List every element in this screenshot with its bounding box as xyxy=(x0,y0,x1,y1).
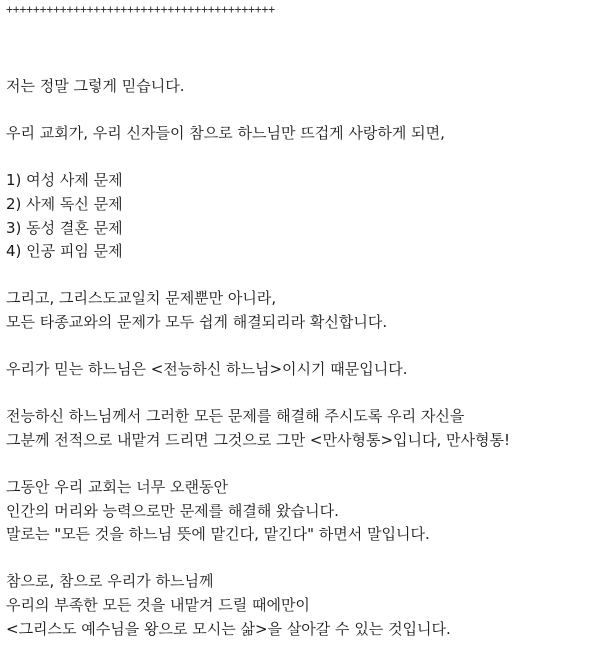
past-line-2: 인간의 머리와 능력으로만 문제를 해결해 왔습니다. xyxy=(6,501,339,520)
conclusion-line-3: <그리스도 예수님을 왕으로 모시는 삶>을 살아갈 수 있는 것입니다. xyxy=(6,619,451,638)
plus-sign-divider: ++++++++++++++++++++++++++++++++++++++++ xyxy=(6,2,275,16)
unity-line-2: 모든 타종교와의 문제가 모두 쉽게 해결되리라 확신합니다. xyxy=(6,312,388,331)
conclusion-line-2: 우리의 부족한 모든 것을 내맡겨 드릴 때에만이 xyxy=(6,596,310,615)
condition-line: 우리 교회가, 우리 신자들이 참으로 하느님만 뜨겁게 사랑하게 되면, xyxy=(6,124,445,143)
paragraph-gap xyxy=(6,453,594,477)
paragraph-gap xyxy=(6,382,594,406)
document-body xyxy=(6,75,594,641)
conclusion-line-1: 참으로, 참으로 우리가 하느님께 xyxy=(6,572,214,591)
issue-item-3: 3) 동성 결혼 문제 xyxy=(6,218,123,237)
almighty-god-line: 우리가 믿는 하느님은 <전능하신 하느님>이시기 때문입니다. xyxy=(6,360,408,379)
past-line-1: 그동안 우리 교회는 너무 오랜동안 xyxy=(6,478,228,497)
entrust-line-2: 그분께 전적으로 내맡겨 드리면 그것으로 그만 <만사형통>입니다, 만사형통! xyxy=(6,430,510,449)
issue-item-1: 1) 여성 사제 문제 xyxy=(6,171,123,190)
unity-line-1: 그리고, 그리스도교일치 문제뿐만 아니라, xyxy=(6,289,277,308)
paragraph-gap xyxy=(6,335,594,359)
paragraph-gap xyxy=(6,99,594,123)
paragraph-gap xyxy=(6,264,594,288)
issue-item-4: 4) 인공 피임 문제 xyxy=(6,242,123,261)
paragraph-gap xyxy=(6,146,594,170)
entrust-line-1: 전능하신 하느님께서 그러한 모든 문제를 해결해 주시도록 우리 자신을 xyxy=(6,407,465,426)
past-line-3: 말로는 "모든 것을 하느님 뜻에 맡긴다, 맡긴다" 하면서 말입니다. xyxy=(6,525,430,544)
paragraph-gap xyxy=(6,547,594,571)
issue-item-2: 2) 사제 독신 문제 xyxy=(6,194,123,213)
belief-line: 저는 정말 그렇게 믿습니다. xyxy=(6,77,185,95)
